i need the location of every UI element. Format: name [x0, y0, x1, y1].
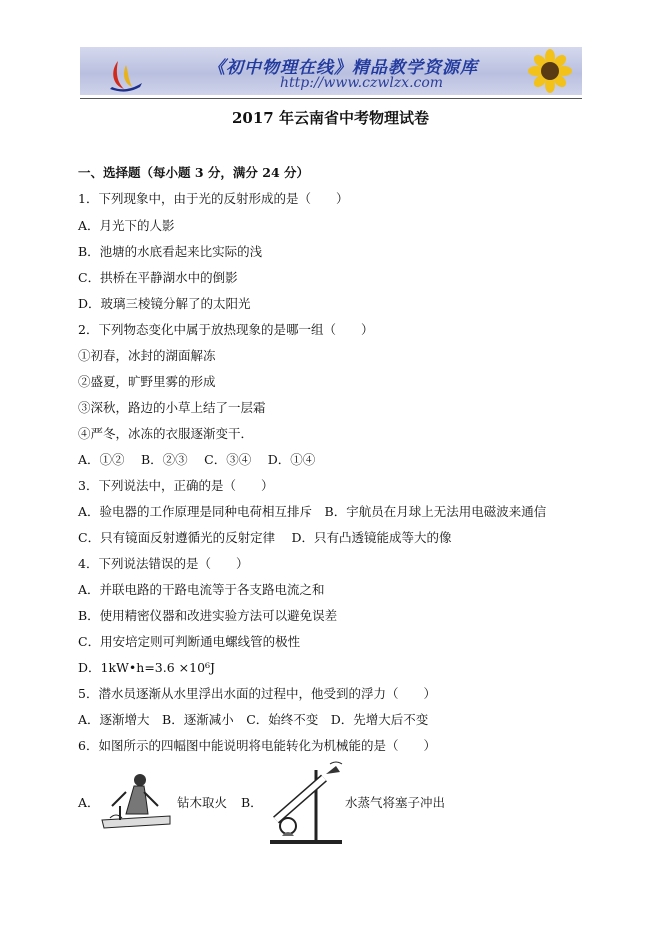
question-line: 4．下列说法错误的是（ ）: [78, 556, 249, 571]
question-line: A．月光下的人影: [78, 218, 175, 233]
question-line: 2．下列物态变化中属于放热现象的是哪一组（ ）: [78, 322, 374, 337]
question-line: 1．下列现象中，由于光的反射形成的是（ ）: [78, 191, 349, 206]
fire-drilling-figure: [100, 770, 172, 832]
banner-title: 《初中物理在线》精品教学资源库: [208, 58, 478, 78]
section-heading: 一、选择题（每小题 3 分，满分 24 分）: [78, 165, 310, 180]
question-line: B．池塘的水底看起来比实际的浅: [78, 244, 263, 259]
steam-cork-figure: [266, 760, 346, 844]
question-line: 5．潜水员逐渐从水里浮出水面的过程中，他受到的浮力（ ）: [78, 686, 436, 701]
option-a-caption: 钻木取火: [177, 795, 228, 810]
logo-icon: [106, 53, 146, 93]
question-line: 6．如图所示的四幅图中能说明将电能转化为机械能的是（ ）: [78, 738, 436, 753]
banner-url: http://www.czwlzx.com: [280, 75, 444, 91]
question-line: A．并联电路的干路电流等于各支路电流之和: [78, 582, 325, 597]
question-line: B．使用精密仪器和改进实验方法可以避免误差: [78, 608, 338, 623]
question-line: A．验电器的工作原理是同种电荷相互排斥 B．宇航员在月球上无法用电磁波来通信: [78, 504, 547, 519]
question-line: A．逐渐增大 B．逐渐减小 C．始终不变 D．先增大后不变: [78, 712, 429, 727]
question-line: 3．下列说法中，正确的是（ ）: [78, 478, 274, 493]
question-line: C．拱桥在平静湖水中的倒影: [78, 270, 238, 285]
question-line: ③深秋，路边的小草上结了一层霜: [78, 400, 266, 415]
question-line: ④严冬，冰冻的衣服逐渐变干．: [78, 426, 254, 441]
header-banner: [80, 47, 582, 95]
question-line: ①初春，冰封的湖面解冻: [78, 348, 216, 363]
option-b-prefix: B．: [241, 795, 263, 810]
sunflower-icon: [520, 49, 580, 93]
question-line: C．只有镜面反射遵循光的反射定律 D．只有凸透镜能成等大的像: [78, 530, 452, 545]
question-line: A．①② B．②③ C．③④ D．①④: [78, 452, 316, 467]
question-line: D．玻璃三棱镜分解了的太阳光: [78, 296, 251, 311]
question-line: D．1kW•h=3.6 ×10⁶J: [78, 660, 216, 675]
question-line: ②盛夏，旷野里雾的形成: [78, 374, 216, 389]
option-a-prefix: A．: [78, 795, 100, 810]
question-line: C．用安培定则可判断通电螺线管的极性: [78, 634, 301, 649]
page-title: 2017 年云南省中考物理试卷: [232, 109, 429, 127]
banner-divider: [80, 98, 582, 99]
option-b-caption: 水蒸气将塞子冲出: [345, 795, 446, 810]
